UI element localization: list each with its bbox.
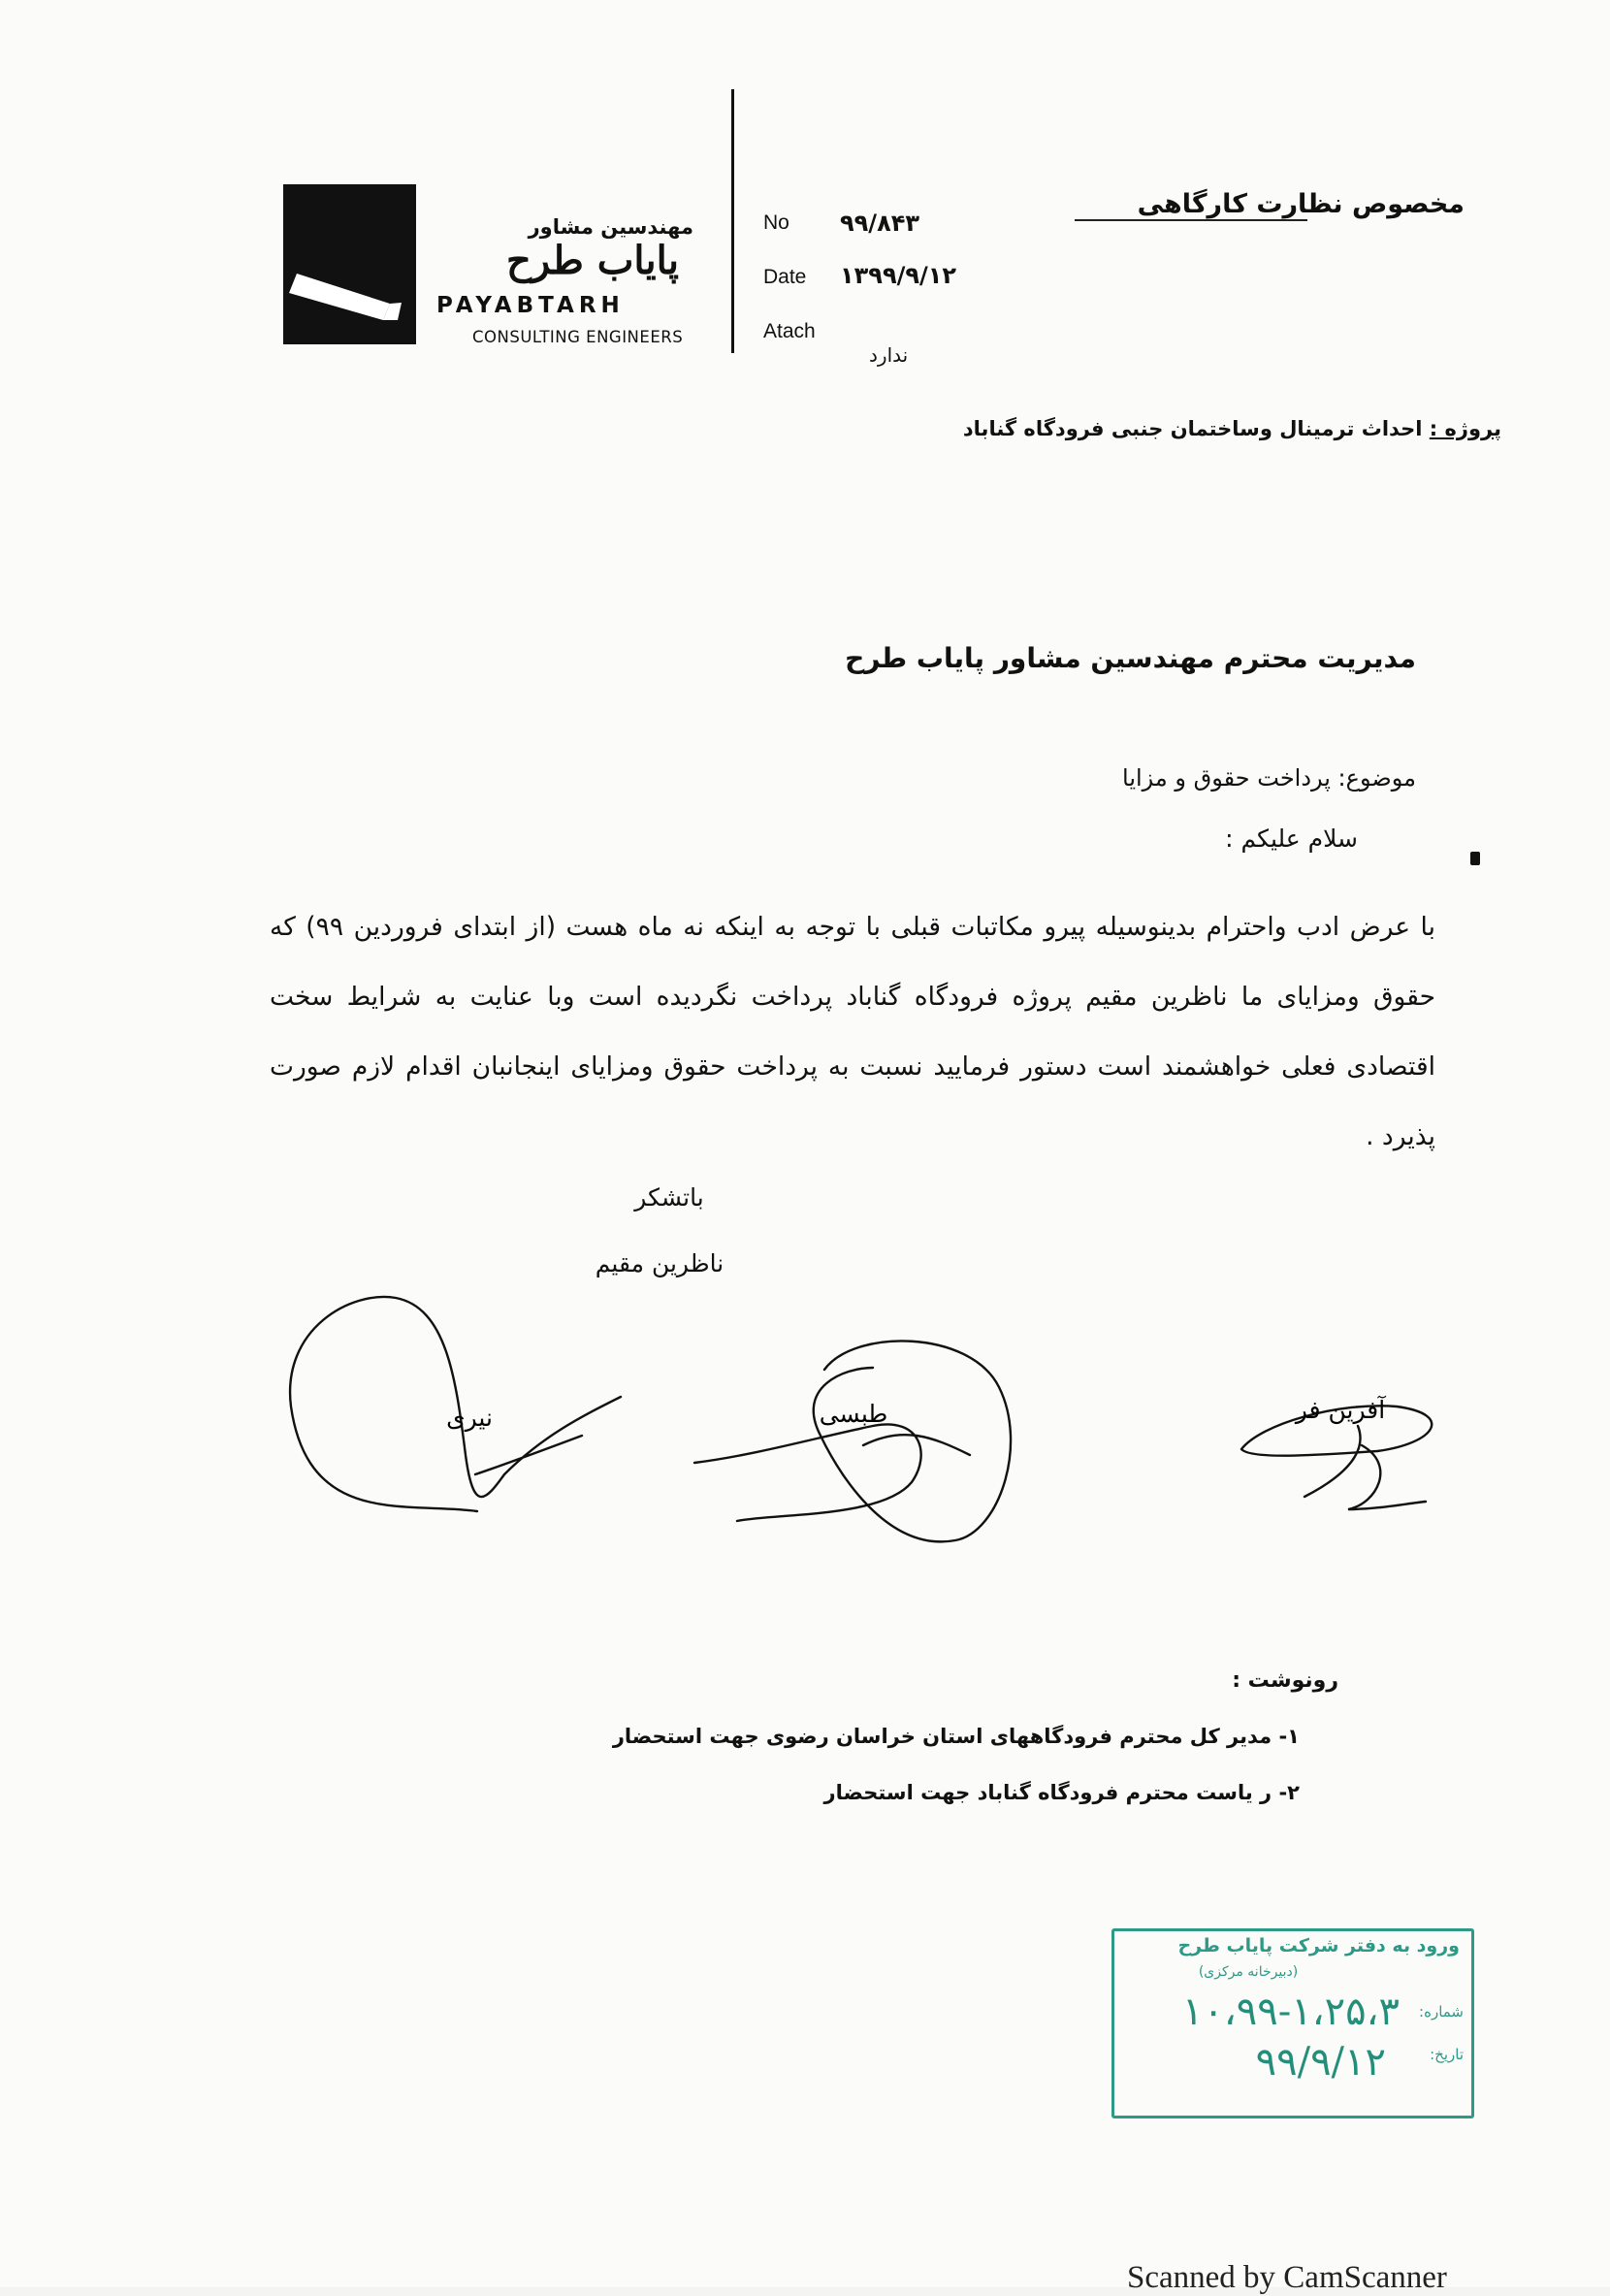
greeting: سلام علیکم : — [1225, 825, 1358, 853]
brand-fa-small: مهندسین مشاور — [528, 215, 693, 239]
no-value: ۹۹/۸۴۳ — [840, 210, 920, 237]
scanner-watermark: Scanned by CamScanner — [1127, 2260, 1447, 2295]
stamp-number-label: شماره: — [1419, 2003, 1464, 2021]
cc-item-number: ۱- — [1278, 1725, 1300, 1748]
stamp-date-value: ۹۹/۹/۱۲ — [1255, 2040, 1386, 2085]
cc-item-text: مدیر کل محترم فرودگاههای استان خراسان رضوی جهت استحضار — [612, 1725, 1272, 1748]
cc-item-1 — [543, 1725, 1300, 1748]
date-value: ۱۳۹۹/۹/۱۲ — [840, 262, 957, 289]
signature-name-1: نیری — [446, 1404, 493, 1432]
project-text: احداث ترمینال وساختمان جنبی فرودگاه گناباد — [962, 417, 1423, 440]
signature-name-2: طبسی — [819, 1400, 888, 1428]
project-label: پروژه : — [1429, 417, 1501, 440]
closing: باتشکر — [634, 1183, 704, 1212]
entry-stamp — [1111, 1928, 1474, 2118]
cc-item-text: ر یاست محترم فرودگاه گناباد جهت استحضار — [823, 1781, 1272, 1804]
stamp-subtitle: (دبیرخانه مرکزی) — [1198, 1964, 1299, 1980]
attach-value: ندارد — [869, 343, 909, 367]
stamp-number-value: ۱۰،۹۹-۱،۲۵،۳ — [1181, 1989, 1400, 2034]
cc-item-number: ۲- — [1278, 1781, 1300, 1804]
closing-subtitle: ناظرین مقیم — [595, 1249, 724, 1277]
brand-fa-name: پایاب طرح — [506, 238, 679, 283]
private-label: مخصوص نظارت کارگاهی — [1137, 189, 1465, 219]
brand-subtitle: CONSULTING ENGINEERS — [472, 328, 684, 346]
letter-body: با عرض ادب واحترام بدینوسیله پیرو مکاتبات قبلی با توجه به اینکه نه ماه هست (از ابتدای فروردین ۹۹) که حقوق ومزایای ما ناظرین مقیم پروژه فرودگاه گناباد پرداخت نگردیده است وبا عنایت به شرایط سخت اقتصادی فعلی خواهشمند است دستور فرمایید نسبت به پرداخت حقوق ومزایای اینجانبان اقدام لازم صورت پذیرد . — [270, 912, 1436, 1151]
cc-title: رونوشت : — [1232, 1668, 1338, 1693]
signature-name-3: آفرین فر — [1295, 1396, 1386, 1424]
stamp-date-label: تاریخ: — [1430, 2046, 1464, 2063]
cc-item-2 — [543, 1781, 1300, 1804]
brand-en-name: PAYABTARH — [436, 293, 625, 318]
no-label: No — [763, 211, 789, 234]
attach-label: Atach — [763, 320, 816, 342]
addressee: مدیریت محترم مهندسین مشاور پایاب طرح — [845, 642, 1416, 674]
date-label: Date — [763, 266, 807, 288]
stamp-title: ورود به دفتر شرکت پایاب طرح — [1177, 1935, 1460, 1956]
subject-line: موضوع: پرداخت حقوق و مزایا — [1122, 764, 1416, 792]
